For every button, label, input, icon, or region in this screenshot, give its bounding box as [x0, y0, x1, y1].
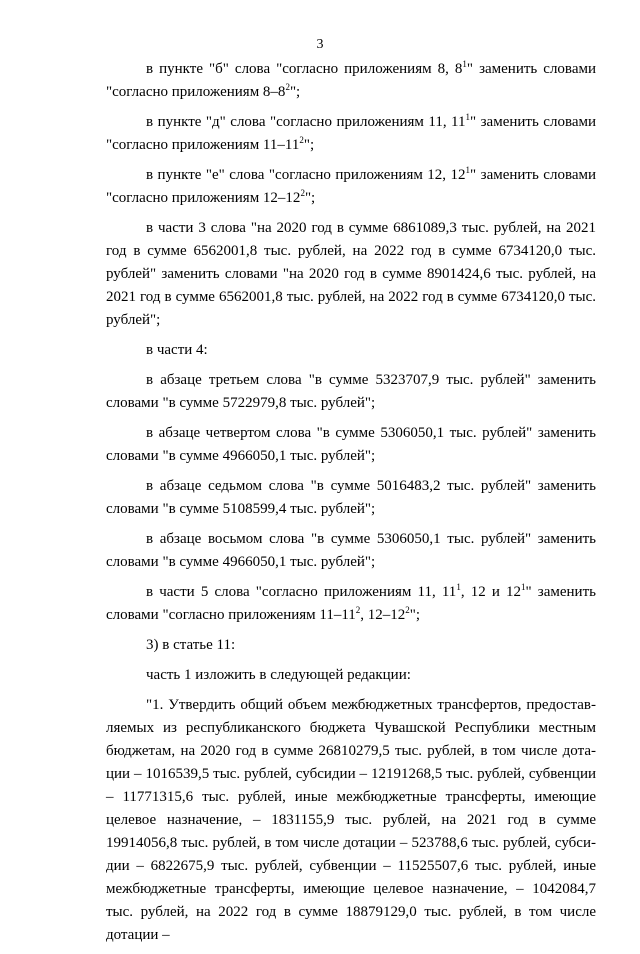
- paragraph-item-e: в пункте "е" слова "согласно приложениям 12, $12^1$" заменить словами "согласно приложениям $12-12^2$";: [106, 165, 597, 206]
- paragraph-part-4-seventh: в абзаце седьмом слова "в сумме 5016483,2 тыс. рублей" заменить словами "в сумме 5108599,4 тыс. рублей";: [106, 478, 596, 517]
- paragraph-item-b: в пункте "б" слова "согласно приложениям 8, $8^1$" заменить словами "согласно приложениям $8-8^2$";: [106, 59, 596, 100]
- paragraph-item-d: в пункте "д" слова "согласно приложениям 11, $11^1$" заменить словами "согласно приложениям $11-11^2$";: [106, 112, 597, 153]
- paragraph-part-4-eighth: в абзаце восьмом слова "в сумме 5306050,1 тыс. рублей" заменить словами "в сумме 4966050,1 тыс. рублей";: [106, 531, 596, 570]
- paragraph-article-11: 3) в статье 11:: [146, 637, 236, 653]
- paragraph-part-1-text: "1. Утвердить общий объем межбюджетных трансфертов, предоставляемых из республиканского бюджета Чувашской Республики местным бюджетам, на 2020 год в сумме 26810279,5 тыс. рублей, в том числе дотации – 1016539,5 тыс. рублей, субсидии – 12191268,5 тыс. рублей, субвенции – 11771315,6 тыс. рублей, иные межбюджетные трансферты, имеющие целевое назначение, – 1831155,9 тыс. рублей, на 2021 год в сумме 19914056,8 тыс. рублей, в том числе дотации – 523788,6 тыс. рублей, субсидии – 6822675,9 тыс. рублей, субвенции – 11525507,6 тыс. рублей, иные межбюджетные трансферты, имеющие целевое назначение, – 1042084,7 тыс. рублей, на 2022 год в сумме 18879129,0 тыс. рублей, в том числе дотации –: [106, 697, 596, 943]
- paragraph-part-1-heading: часть 1 изложить в следующей редакции:: [146, 667, 411, 683]
- document-body: [106, 58, 596, 954]
- paragraph-part-4-third: в абзаце третьем слова "в сумме 5323707,9 тыс. рублей" заменить словами "в сумме 5722979,8 тыс. рублей";: [106, 372, 596, 411]
- page-number: 3: [316, 37, 324, 52]
- paragraph-part-4-heading: в части 4:: [146, 342, 208, 358]
- paragraph-part-4-fourth: в абзаце четвертом слова "в сумме 5306050,1 тыс. рублей" заменить словами "в сумме 4966050,1 тыс. рублей";: [106, 425, 596, 464]
- paragraph-part-3: в части 3 слова "на 2020 год в сумме 6861089,3 тыс. рублей, на 2021 год в сумме 6562001,8 тыс. рублей, на 2022 год в сумме 6734120,0 тыс. рублей" заменить словами "на 2020 год в сумме 8901424,6 тыс. рублей, на 2021 год в сумме 6562001,8 тыс. рублей, на 2022 год в сумме 6734120,0 тыс. рублей";: [106, 220, 596, 328]
- paragraph-part-5: в части 5 слова "согласно приложениям 11, $11^1$, 12 и $12^1$" заменить словами "согласно приложениям $11-11^2$, $12-12^2$";: [106, 582, 596, 623]
